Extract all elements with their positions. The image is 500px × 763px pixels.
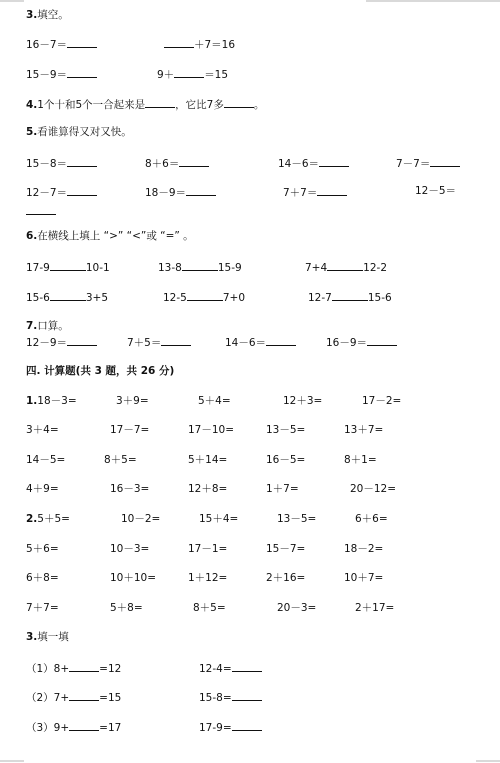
answer-blank[interactable] [69, 719, 99, 731]
answer-blank[interactable] [67, 334, 97, 346]
top-edge-mark-left [0, 0, 24, 2]
answer-blank[interactable] [232, 689, 262, 701]
answer-blank[interactable] [174, 66, 204, 78]
answer-blank[interactable] [232, 719, 262, 731]
calc1-row-2: 3＋4= 17－7= 17－10= 13－5= 13＋7= [26, 424, 384, 436]
calc2-row-2: 5＋6= 10－3= 17－1= 15－7= 18－2= [26, 543, 384, 555]
answer-blank[interactable] [367, 334, 397, 346]
compare-blank[interactable] [332, 289, 368, 301]
calc2-row-4: 7＋7= 5＋8= 8＋5= 20－3= 2＋17= [26, 602, 395, 614]
answer-blank[interactable] [69, 689, 99, 701]
calc2-row-1: 2.5＋5= 10－2= 15＋4= 13－5= 6＋6= [26, 513, 388, 525]
compare-blank[interactable] [50, 289, 86, 301]
top-edge-mark-right [366, 0, 500, 2]
answer-blank[interactable] [224, 96, 254, 108]
q6-heading: 6.在横线上填上 “>” “<”或 “=” 。 [26, 230, 194, 242]
q5-heading: 5.看谁算得又对又快。 [26, 126, 132, 138]
compare-blank[interactable] [327, 259, 363, 271]
answer-blank[interactable] [164, 36, 194, 48]
calc1-row-1: 1.18－3= 3＋9= 5＋4= 12＋3= 17－2= [26, 395, 402, 407]
q6-row-2: 15-6 3+5 12-5 7+0 12-7 15-6 [0, 289, 500, 303]
calc2-row-3: 6＋8= 10＋10= 1＋12= 2＋16= 10＋7= [26, 572, 384, 584]
calc3-heading: 3.填一填 [26, 631, 69, 643]
answer-blank[interactable] [186, 184, 216, 196]
answer-blank[interactable] [67, 66, 97, 78]
answer-blank[interactable] [319, 155, 349, 167]
compare-blank[interactable] [50, 259, 86, 271]
answer-blank[interactable] [179, 155, 209, 167]
calc3-row-2: （2）7+ =15 15-8= [0, 689, 500, 703]
q4-question: 4.1个十和5个一合起来是 ，它比7多 。 [0, 96, 500, 110]
bottom-edge-mark-right [476, 760, 500, 762]
q5-row-1: 15－8＝ 8＋6＝ 14－6＝ 7－7＝ [0, 155, 500, 169]
answer-blank[interactable] [161, 334, 191, 346]
q3-row-2: 15－9＝ 9＋ ＝15 [0, 66, 500, 80]
answer-blank[interactable] [26, 203, 56, 215]
answer-blank[interactable] [317, 184, 347, 196]
answer-blank[interactable] [67, 36, 97, 48]
bottom-edge-mark-left [0, 760, 24, 762]
answer-blank[interactable] [232, 660, 262, 672]
q5-row-2: 12－7＝ 18－9＝ 7＋7＝ 12－5＝ [26, 185, 457, 199]
q6-row-1: 17-9 10-1 13-8 15-9 7+4 12-2 [0, 259, 500, 273]
answer-blank[interactable] [67, 184, 97, 196]
q7-heading: 7.口算。 [26, 320, 69, 332]
calc3-row-1: （1）8+ =12 12-4= [0, 660, 500, 674]
q5-wrapped-blank [0, 203, 500, 217]
answer-blank[interactable] [430, 155, 460, 167]
compare-blank[interactable] [182, 259, 218, 271]
compare-blank[interactable] [187, 289, 223, 301]
answer-blank[interactable] [266, 334, 296, 346]
answer-blank[interactable] [69, 660, 99, 672]
q3-row-1: 16－7＝ ＋7＝16 [0, 36, 500, 50]
calc1-row-4: 4＋9= 16－3= 12＋8= 1＋7= 20－12= [26, 483, 397, 495]
calc1-row-3: 14－5= 8＋5= 5＋14= 16－5= 8＋1= [26, 454, 377, 466]
answer-blank[interactable] [67, 155, 97, 167]
answer-blank[interactable] [145, 96, 175, 108]
q3-heading: 3.填空。 [26, 9, 69, 21]
q7-row: 12－9＝ 7＋5＝ 14－6＝ 16－9＝ [0, 334, 500, 348]
calc3-row-3: （3）9+ =17 17-9= [0, 719, 500, 733]
section-4-title: 四. 计算题(共 3 题，共 26 分) [26, 365, 175, 377]
